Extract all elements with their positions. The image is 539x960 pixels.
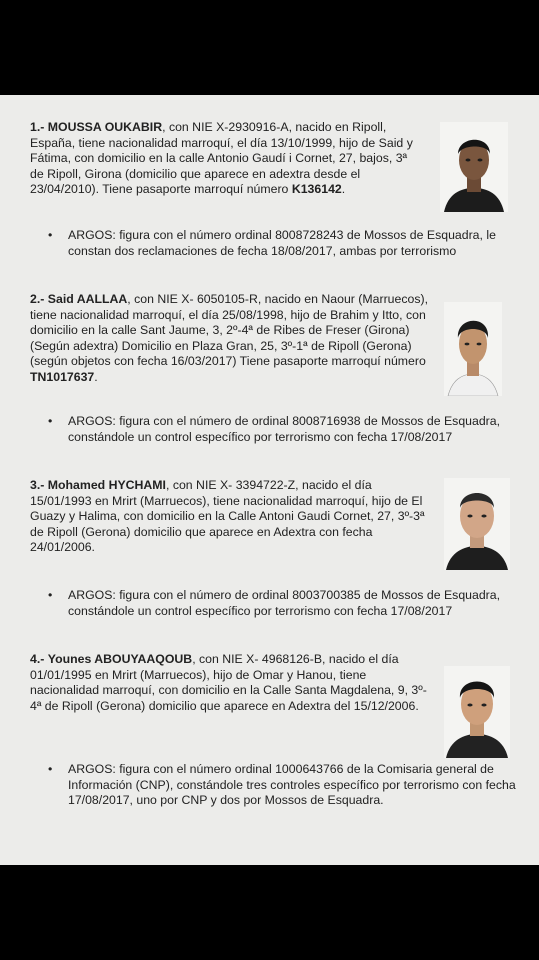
- entry-4-argos: [48, 762, 518, 809]
- entry-1-name: MOUSSA OUKABIR: [47, 120, 163, 134]
- entry-4-details: , con NIE X- 4968126-B, nacido el día 01/01/1995 en Mrirt (Marruecos), hijo de Omar y Hanou, tiene nacionalidad marroquí, con domicilio en la Calle Santa Magdalena, 9, 3º- 4ª de Ripoll (Gerona) domicilio que aparece en Adextra del 15/12/2006.: [30, 652, 427, 713]
- entry-2-name: Said AALLAA: [47, 292, 128, 306]
- entry-3-number: 3.-: [30, 478, 45, 492]
- entry-2-details: , con NIE X- 6050105-R, nacido en Naour (Marruecos), tiene nacionalidad marroquí, el día 25/08/1998, hijo de Brahim y Itto, con domicilio en la calle Sant Jaume, 3, 2º-4ª de Ribes de Freser (Girona) (Según adextra) Domicilio en Plaza Gran, 25, 3º-1ª de Ripoll (Gerona) (según objetos con fecha 16/03/2017) Tiene pasaporte marroquí número: [30, 292, 428, 369]
- entry-2-passport: TN1017637: [30, 369, 95, 384]
- entry-4-argos-text: ARGOS: figura con el número ordinal 1000643766 de la Comisaria general de Información (CNP), constándole tres controles específico por terrorismo con fecha 17/08/2017, uno por CNP y dos por Mossos de Esquadra.: [68, 762, 516, 808]
- entry-3-name: Mohamed HYCHAMI: [47, 478, 166, 492]
- entry-4-number: 4.-: [30, 652, 45, 666]
- entry-2-photo: [444, 302, 502, 396]
- bullet-icon: •: [48, 762, 53, 776]
- entry-3-argos: [48, 588, 518, 619]
- entry-1-text: 1.- MOUSSA OUKABIR, con NIE X-2930916-A, nacido en Ripoll, España, tiene nacionalidad marroquí, el día 13/10/1999, hijo de Said y Fátima, con domicilio en la calle Antonio Gaudí i Cornet, 27, bajos, 3ª de Ripoll, Girona (domicilio que aparece en adextra desde el 23/04/2010). Tiene pasaporte marroquí número K136142.: [30, 120, 413, 197]
- entry-1-passport: K136142: [291, 182, 342, 197]
- entry-3-details: , con NIE X- 3394722-Z, nacido el día 15/01/1993 en Mrirt (Marruecos), tiene nacionalidad marroquí, hijo de El Guazy y Halima, con domicilio en la Calle Antoni Gaudi Cornet, 27, 3º-3ª de Ripoll (Gerona) domicilio que aparece en Adextra con fecha 24/01/2006.: [30, 478, 425, 555]
- bullet-icon: •: [48, 228, 53, 242]
- entry-1-details: , con NIE X-2930916-A, nacido en Ripoll, España, tiene nacionalidad marroquí, el día 13/10/1999, hijo de Said y Fátima, con domicilio en la calle Antonio Gaudí i Cornet, 27, bajos, 3ª de Ripoll, Girona (domicilio que aparece en adextra desde el 23/04/2010). Tiene pasaporte marroquí número: [30, 120, 413, 197]
- entry-3-argos-text: ARGOS: figura con el número de ordinal 8003700385 de Mossos de Esquadra, constándole un control específico por terrorismo con fecha 17/08/2017: [68, 588, 501, 618]
- entry-2-number: 2.-: [30, 292, 45, 306]
- entry-1-number: 1.-: [30, 120, 45, 134]
- entry-2-text: 2.- Said AALLAA, con NIE X- 6050105-R, nacido en Naour (Marruecos), tiene nacionalidad marroquí, el día 25/08/1998, hijo de Brahim y Itto, con domicilio en la calle Sant Jaume, 3, 2º-4ª de Ribes de Freser (Girona) (Según adextra) Domicilio en Plaza Gran, 25, 3º-1ª de Ripoll (Gerona) (según objetos con fecha 16/03/2017) Tiene pasaporte marroquí número TN1017637.: [30, 292, 428, 384]
- bullet-icon: •: [48, 414, 53, 428]
- entry-2-argos: [48, 414, 518, 445]
- entry-1-photo: [440, 122, 508, 212]
- entry-4-name: Younes ABOUYAAQOUB: [47, 652, 193, 666]
- entry-3-photo: [444, 478, 510, 570]
- entry-1-argos-text: ARGOS: figura con el número ordinal 8008728243 de Mossos de Esquadra, le constan dos reclamaciones de fecha 18/08/2017, ambas por terrorismo: [68, 228, 496, 258]
- entry-2-argos-text: ARGOS: figura con el número de ordinal 8008716938 de Mossos de Esquadra, constándole un control específico por terrorismo con fecha 17/08/2017: [68, 414, 501, 444]
- bullet-icon: •: [48, 588, 53, 602]
- entry-3-text: [30, 478, 434, 556]
- entry-4-photo: [444, 666, 510, 758]
- entry-1-argos: [48, 228, 518, 259]
- entry-4-text: [30, 652, 434, 714]
